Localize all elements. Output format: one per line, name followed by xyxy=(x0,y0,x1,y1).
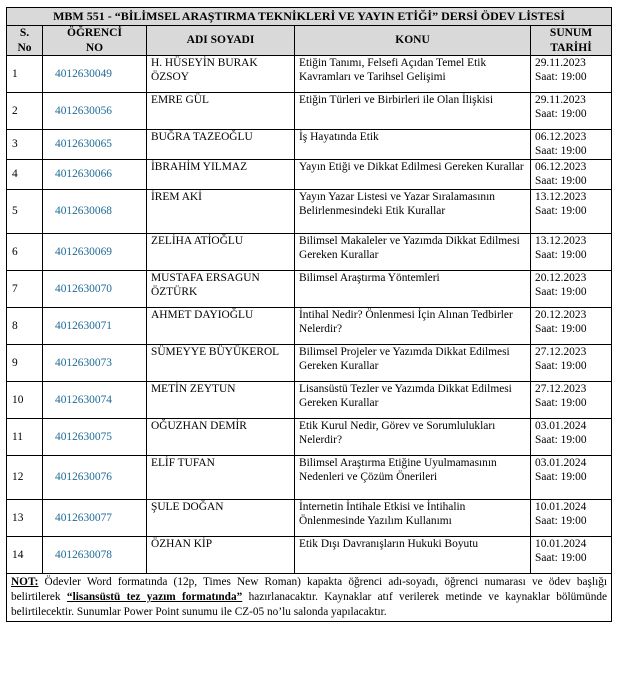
row-number: 4 xyxy=(7,160,43,190)
presentation-date: 20.12.2023 xyxy=(535,272,587,284)
presentation-date: 20.12.2023 xyxy=(535,309,587,321)
assignment-topic: Bilimsel Projeler ve Yazımda Dikkat Edilmesi Gereken Kurallar xyxy=(295,345,531,382)
presentation-time: Saat: 19:00 xyxy=(535,205,587,218)
assignment-topic: Bilimsel Makaleler ve Yazımda Dikkat Edilmesi Gereken Kurallar xyxy=(295,234,531,271)
presentation-date: 27.12.2023 xyxy=(535,346,587,358)
header-presentation-date xyxy=(531,26,612,56)
table-row xyxy=(7,500,612,537)
presentation-date: 29.11.2023 xyxy=(535,94,586,106)
student-name: ELİF TUFAN xyxy=(147,456,295,500)
student-number: 4012630077 xyxy=(43,500,147,537)
row-number: 12 xyxy=(7,456,43,500)
row-number: 10 xyxy=(7,382,43,419)
presentation-time: Saat: 19:00 xyxy=(535,145,587,158)
assignment-topic: İntihal Nedir? Önlenmesi İçin Alınan Tedbirler Nelerdir? xyxy=(295,308,531,345)
table-row xyxy=(7,382,612,419)
row-number: 1 xyxy=(7,56,43,93)
row-number: 11 xyxy=(7,419,43,456)
assignment-topic: Bilimsel Araştırma Etiğine Uyulmamasının Nedenleri ve Çözüm Önerileri xyxy=(295,456,531,500)
header-name: ADI SOYADI xyxy=(147,26,295,56)
presentation-date-cell xyxy=(531,56,612,93)
presentation-date: 10.01.2024 xyxy=(535,501,587,513)
presentation-date-cell xyxy=(531,382,612,419)
presentation-time: Saat: 19:00 xyxy=(535,175,587,188)
row-number: 7 xyxy=(7,271,43,308)
row-number: 2 xyxy=(7,93,43,130)
presentation-date-cell xyxy=(531,190,612,234)
student-name: ÖZHAN KİP xyxy=(147,537,295,574)
presentation-date-cell xyxy=(531,93,612,130)
presentation-date: 06.12.2023 xyxy=(535,131,587,143)
header-presentation-date-line2: TARİHİ xyxy=(550,41,592,54)
presentation-time: Saat: 19:00 xyxy=(535,249,587,262)
header-presentation-date-line1: SUNUM xyxy=(549,27,593,40)
student-number: 4012630066 xyxy=(43,160,147,190)
header-student-number-line1: ÖĞRENCİ xyxy=(67,27,122,40)
student-name: SÜMEYYE BÜYÜKEROL xyxy=(147,345,295,382)
presentation-time: Saat: 19:00 xyxy=(535,286,587,299)
assignment-topic: İş Hayatında Etik xyxy=(295,130,531,160)
student-number: 4012630049 xyxy=(43,56,147,93)
row-number: 6 xyxy=(7,234,43,271)
table-title: MBM 551 - “BİLİMSEL ARAŞTIRMA TEKNİKLERİ VE YAYIN ETİĞİ” DERSİ ÖDEV LİSTESİ xyxy=(7,8,612,26)
student-number: 4012630076 xyxy=(43,456,147,500)
row-number: 13 xyxy=(7,500,43,537)
presentation-date-cell xyxy=(531,130,612,160)
note-row xyxy=(7,574,612,622)
presentation-date: 13.12.2023 xyxy=(535,191,587,203)
student-name: EMRE GÜL xyxy=(147,93,295,130)
student-name: İBRAHİM YILMAZ xyxy=(147,160,295,190)
presentation-date-cell xyxy=(531,500,612,537)
presentation-time: Saat: 19:00 xyxy=(535,397,587,410)
student-name: BUĞRA TAZEOĞLU xyxy=(147,130,295,160)
table-row xyxy=(7,130,612,160)
student-name: ZELİHA ATİOĞLU xyxy=(147,234,295,271)
header-row-number-line2: No xyxy=(17,41,32,54)
table-title-row xyxy=(7,8,612,26)
student-number: 4012630056 xyxy=(43,93,147,130)
table-row xyxy=(7,160,612,190)
table-row xyxy=(7,190,612,234)
presentation-date: 13.12.2023 xyxy=(535,235,587,247)
assignment-table xyxy=(6,7,612,622)
table-header-row xyxy=(7,26,612,56)
presentation-date-cell xyxy=(531,160,612,190)
assignment-topic: İnternetin İntihale Etkisi ve İntihalin Önlenmesinde Yazılım Kullanımı xyxy=(295,500,531,537)
student-name: OĞUZHAN DEMİR xyxy=(147,419,295,456)
presentation-date: 29.11.2023 xyxy=(535,57,586,69)
assignment-topic: Lisansüstü Tezler ve Yazımda Dikkat Edilmesi Gereken Kurallar xyxy=(295,382,531,419)
presentation-date-cell xyxy=(531,308,612,345)
presentation-date-cell xyxy=(531,234,612,271)
student-number: 4012630071 xyxy=(43,308,147,345)
table-row xyxy=(7,537,612,574)
assignment-topic: Yayın Yazar Listesi ve Yazar Sıralamasının Belirlenmesindeki Etik Kurallar xyxy=(295,190,531,234)
presentation-date: 03.01.2024 xyxy=(535,457,587,469)
presentation-time: Saat: 19:00 xyxy=(535,108,587,121)
student-name: MUSTAFA ERSAGUN ÖZTÜRK xyxy=(147,271,295,308)
student-name: İREM AKİ xyxy=(147,190,295,234)
student-number: 4012630075 xyxy=(43,419,147,456)
header-row-number xyxy=(7,26,43,56)
note-label: NOT: xyxy=(11,576,39,588)
assignment-topic: Etiğin Tanımı, Felsefi Açıdan Temel Etik Kavramları ve Tarihsel Gelişimi xyxy=(295,56,531,93)
presentation-time: Saat: 19:00 xyxy=(535,552,587,565)
assignment-topic: Yayın Etiği ve Dikkat Edilmesi Gereken Kurallar xyxy=(295,160,531,190)
student-name: H. HÜSEYİN BURAK ÖZSOY xyxy=(147,56,295,93)
student-number: 4012630068 xyxy=(43,190,147,234)
note-text-after: hazırlanacaktır. Kaynaklar atıf verilerek metinde ve kaynaklar bölümünde belirtilecektir. Sunumlar Power Point sunumu ile CZ-05 no’lu salonda yapılacaktır. xyxy=(11,590,608,618)
row-number: 8 xyxy=(7,308,43,345)
presentation-date-cell xyxy=(531,345,612,382)
presentation-date-cell xyxy=(531,537,612,574)
row-number: 9 xyxy=(7,345,43,382)
row-number: 14 xyxy=(7,537,43,574)
student-name: METİN ZEYTUN xyxy=(147,382,295,419)
presentation-time: Saat: 19:00 xyxy=(535,323,587,336)
presentation-date: 06.12.2023 xyxy=(535,161,587,173)
assignment-topic: Etik Dışı Davranışların Hukuki Boyutu xyxy=(295,537,531,574)
header-student-number-line2: NO xyxy=(85,41,104,54)
student-number: 4012630074 xyxy=(43,382,147,419)
assignment-topic: Etiğin Türleri ve Birbirleri ile Olan İlişkisi xyxy=(295,93,531,130)
table-row xyxy=(7,93,612,130)
note-emphasis: “lisansüstü tez yazım formatında” xyxy=(66,590,243,603)
note-cell xyxy=(7,574,612,622)
presentation-date-cell xyxy=(531,271,612,308)
presentation-date: 27.12.2023 xyxy=(535,383,587,395)
table-row xyxy=(7,419,612,456)
row-number: 5 xyxy=(7,190,43,234)
table-row xyxy=(7,345,612,382)
header-student-number xyxy=(43,26,147,56)
student-name: ŞULE DOĞAN xyxy=(147,500,295,537)
presentation-date: 10.01.2024 xyxy=(535,538,587,550)
presentation-date-cell xyxy=(531,456,612,500)
presentation-time: Saat: 19:00 xyxy=(535,434,587,447)
presentation-time: Saat: 19:00 xyxy=(535,360,587,373)
assignment-topic: Bilimsel Araştırma Yöntemleri xyxy=(295,271,531,308)
presentation-time: Saat: 19:00 xyxy=(535,71,587,84)
table-row xyxy=(7,308,612,345)
header-topic: KONU xyxy=(295,26,531,56)
table-row xyxy=(7,234,612,271)
header-row-number-line1: S. xyxy=(19,27,30,40)
presentation-time: Saat: 19:00 xyxy=(535,515,587,528)
student-name: AHMET DAYIOĞLU xyxy=(147,308,295,345)
student-number: 4012630065 xyxy=(43,130,147,160)
student-number: 4012630073 xyxy=(43,345,147,382)
student-number: 4012630070 xyxy=(43,271,147,308)
assignment-topic: Etik Kurul Nedir, Görev ve Sorumlulukları Nelerdir? xyxy=(295,419,531,456)
student-number: 4012630078 xyxy=(43,537,147,574)
row-number: 3 xyxy=(7,130,43,160)
presentation-time: Saat: 19:00 xyxy=(535,471,587,484)
note-text-before: Ödevler Word formatında (12p, Times New Roman) kapakta öğrenci adı-soyadı, öğrenci numarası ve ödev başlığı belirtilerek xyxy=(11,576,608,603)
table-row xyxy=(7,56,612,93)
table-row xyxy=(7,271,612,308)
presentation-date-cell xyxy=(531,419,612,456)
student-number: 4012630069 xyxy=(43,234,147,271)
table-row xyxy=(7,456,612,500)
presentation-date: 03.01.2024 xyxy=(535,420,587,432)
